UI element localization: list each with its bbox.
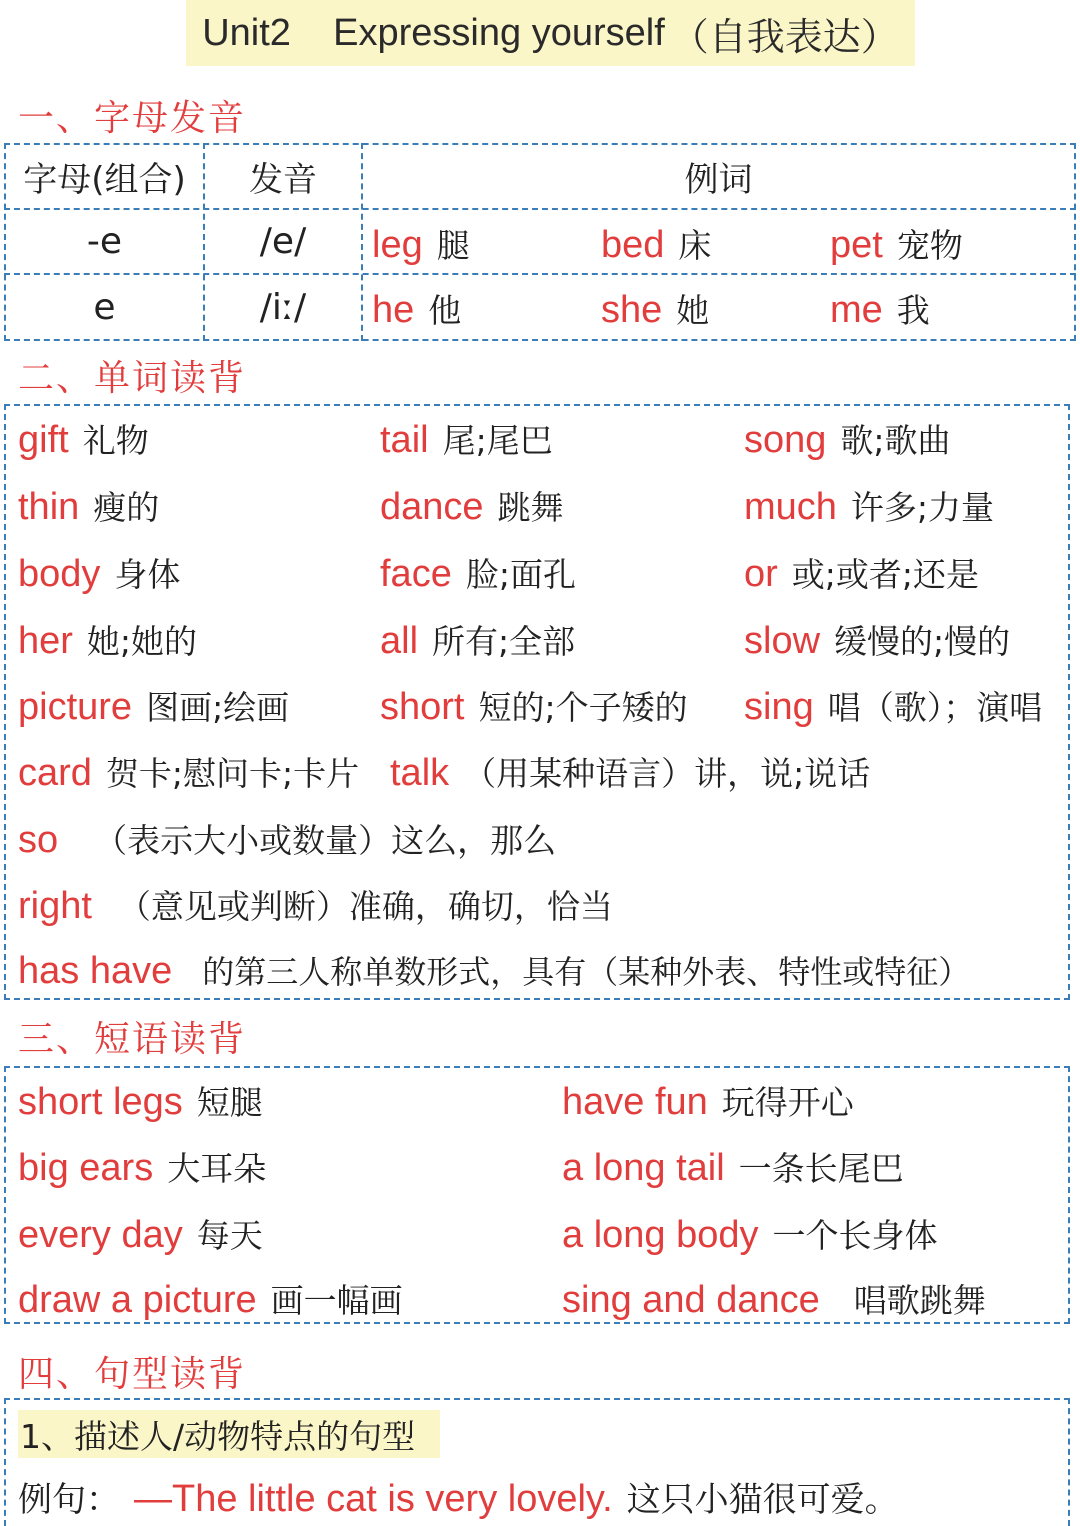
word-item: right （意见或判断）准确，确切，恰当 <box>18 885 613 927</box>
example-sentence-en: —The little cat is very lovely. <box>134 1478 613 1520</box>
word-item: all 所有;全部 <box>380 620 576 662</box>
word-item: has have 的第三人称单数形式，具有（某种外表、特性或特征） <box>18 950 971 992</box>
phonics-sound: /e/ <box>259 221 307 262</box>
phrase-item: draw a picture 画一幅画 <box>18 1279 403 1321</box>
phrase-item: a long body 一个长身体 <box>562 1214 938 1256</box>
word-item: thin 瘦的 <box>18 486 160 528</box>
phrase-item: sing and dance 唱歌跳舞 <box>562 1279 986 1321</box>
phonics-letter: e <box>93 286 116 328</box>
header-sound: 发音 <box>249 160 317 200</box>
section-heading-phrases: 三、短语读背 <box>18 1019 247 1060</box>
example-label: 例句： <box>18 1480 120 1520</box>
word-item: talk （用某种语言）讲，说;说话 <box>390 752 871 794</box>
example-sentence <box>18 1472 899 1521</box>
word-item: picture 图画;绘画 <box>18 686 290 728</box>
example-word: pet 宠物 <box>830 224 963 266</box>
header-letter: 字母(组合) <box>23 160 186 200</box>
word-item: body 身体 <box>18 553 181 595</box>
example-word: she 她 <box>601 289 710 331</box>
word-item: face 脸;面孔 <box>380 553 576 595</box>
sentence-pattern-heading: 1、描述人/动物特点的句型 <box>18 1410 440 1458</box>
example-word: he 他 <box>372 289 462 331</box>
phonics-sound: /iː/ <box>259 286 307 328</box>
phrase-item: every day 每天 <box>18 1214 263 1256</box>
word-item: so （表示大小或数量）这么，那么 <box>18 819 557 861</box>
phrase-item: a long tail 一条长尾巴 <box>562 1147 904 1189</box>
word-item: or 或;或者;还是 <box>744 553 980 595</box>
phrase-item: big ears 大耳朵 <box>18 1147 267 1189</box>
section-heading-words: 二、单词读背 <box>18 358 247 399</box>
example-sentence-cn: 这只小猫很可爱。 <box>626 1480 899 1520</box>
section-heading-sentences: 四、句型读背 <box>18 1354 247 1395</box>
word-item: short 短的;个子矮的 <box>380 686 688 728</box>
phonics-letter: -e <box>86 221 123 262</box>
header-examples: 例词 <box>684 160 753 200</box>
example-word: leg 腿 <box>372 224 470 266</box>
title-cn: （自我表达） <box>670 16 899 59</box>
word-item: tail 尾;尾巴 <box>380 419 553 461</box>
example-word: me 我 <box>830 289 930 331</box>
title-en: Unit2 Expressing yourself <box>202 11 665 54</box>
page-title <box>186 0 915 66</box>
word-item: sing 唱（歌）；演唱 <box>744 686 1043 728</box>
word-item: song 歌;歌曲 <box>744 419 951 461</box>
word-item: slow 缓慢的;慢的 <box>744 620 1011 662</box>
word-item: card 贺卡;慰问卡;卡片 <box>18 752 360 794</box>
word-item: dance 跳舞 <box>380 486 564 528</box>
example-word: bed 床 <box>601 224 712 266</box>
word-item: much 许多;力量 <box>744 486 995 528</box>
word-item: her 她;她的 <box>18 620 198 662</box>
section-heading-phonics: 一、字母发音 <box>18 98 247 139</box>
word-item: gift 礼物 <box>18 419 149 461</box>
phrase-item: have fun 玩得开心 <box>562 1081 854 1123</box>
phrase-item: short legs 短腿 <box>18 1081 263 1123</box>
